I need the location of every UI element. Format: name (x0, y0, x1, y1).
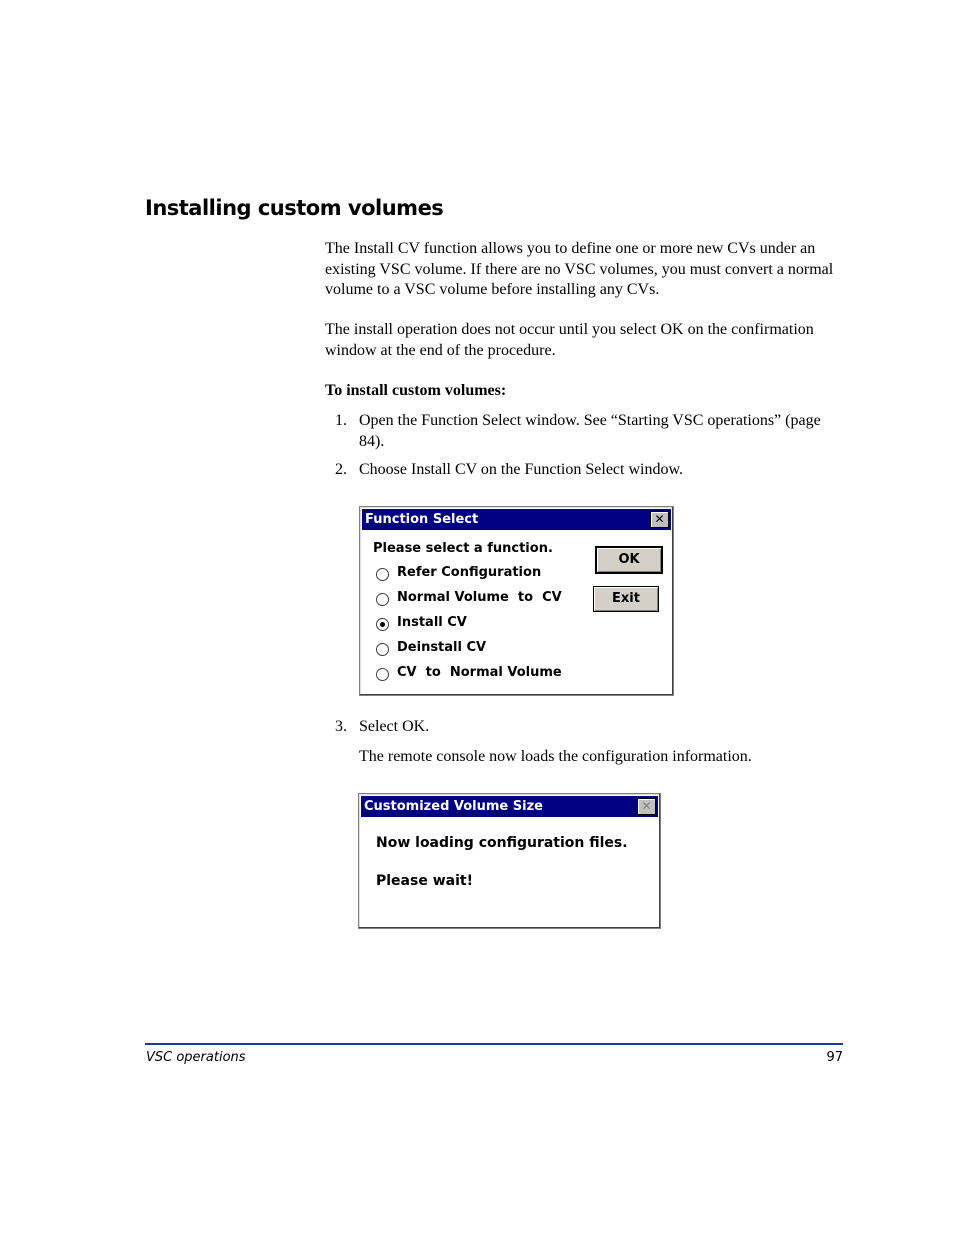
install-note-paragraph: The install operation does not occur until you select OK on the confirmation window at the end of the procedure. (325, 321, 814, 359)
function-select-dialog (359, 506, 674, 696)
step-text: Select OK. (359, 718, 430, 735)
option-label: Deinstall CV (397, 640, 487, 655)
option-deinstall-cv[interactable] (376, 640, 487, 660)
option-cv-to-normal-volume[interactable] (376, 665, 562, 685)
step-number: 2. (335, 461, 347, 478)
radio-icon[interactable] (376, 568, 389, 581)
step-text: Choose Install CV on the Function Select window. (359, 461, 683, 478)
page-number: 97 (826, 1050, 843, 1065)
dialog-titlebar (362, 509, 671, 530)
option-normal-volume-to-cv[interactable] (376, 590, 562, 610)
option-label: Refer Configuration (397, 565, 542, 580)
radio-icon[interactable] (376, 643, 389, 656)
close-icon: ✕ (637, 798, 656, 815)
step-3-note: The remote console now loads the configuration information. (359, 748, 752, 765)
option-install-cv[interactable] (376, 615, 467, 635)
option-label: Install CV (397, 615, 467, 630)
procedure-title: To install custom volumes: (325, 382, 507, 399)
footer-rule (145, 1043, 843, 1045)
wait-message: Please wait! (376, 873, 473, 889)
close-icon[interactable]: ✕ (650, 511, 669, 528)
dialog-title: Function Select (365, 512, 479, 527)
radio-icon[interactable] (376, 668, 389, 681)
option-refer-configuration[interactable] (376, 565, 542, 585)
dialog-prompt: Please select a function. (373, 541, 553, 556)
ok-button[interactable]: OK (595, 546, 663, 574)
loading-message: Now loading configuration files. (376, 835, 628, 851)
section-heading: Installing custom volumes (145, 196, 444, 220)
dialog-titlebar (361, 796, 658, 817)
radio-selected-icon[interactable] (376, 618, 389, 631)
step-text: Open the Function Select window. See “Starting VSC operations” (page 84). (359, 412, 821, 450)
option-label: CV to Normal Volume (397, 665, 562, 680)
dialog-title: Customized Volume Size (364, 799, 543, 814)
footer-section-name: VSC operations (146, 1050, 246, 1065)
intro-paragraph: The Install CV function allows you to define one or more new CVs under an existing VSC volume. If there are no VSC volumes, you must convert a normal volume to a VSC volume before installing any CVs. (325, 240, 834, 298)
radio-icon[interactable] (376, 593, 389, 606)
loading-dialog (358, 793, 661, 929)
exit-button[interactable]: Exit (593, 586, 659, 612)
step-number: 3. (335, 718, 347, 735)
step-number: 1. (335, 412, 347, 429)
option-label: Normal Volume to CV (397, 590, 562, 605)
